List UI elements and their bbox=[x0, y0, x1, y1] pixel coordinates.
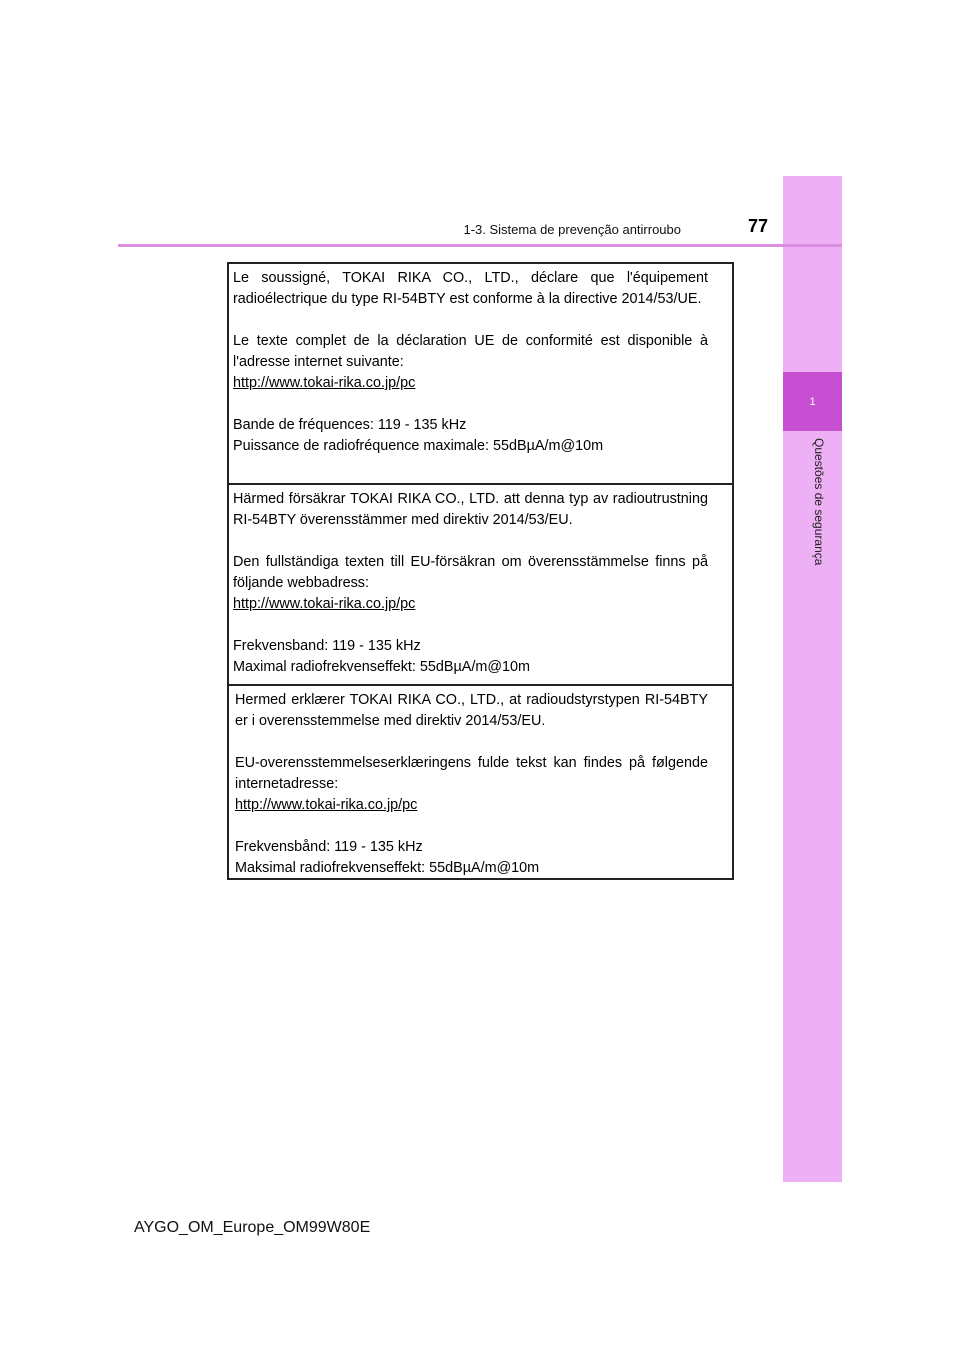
declaration-block-french bbox=[229, 264, 732, 483]
availability-text bbox=[235, 753, 708, 816]
footer-document-id: AYGO_OM_Europe_OM99W80E bbox=[134, 1219, 371, 1236]
availability-sentence: Le texte complet de la déclaration UE de conformité est disponible à l'adresse internet suivante: bbox=[233, 333, 708, 370]
declaration-link[interactable]: http://www.tokai-rika.co.jp/pc bbox=[235, 797, 418, 813]
specs-text bbox=[235, 837, 708, 879]
specs-text bbox=[233, 636, 708, 678]
declaration-link[interactable]: http://www.tokai-rika.co.jp/pc bbox=[233, 375, 416, 391]
declaration-box bbox=[227, 262, 734, 880]
availability-text bbox=[233, 331, 708, 394]
chapter-side-tab bbox=[783, 176, 842, 1182]
specs-text bbox=[233, 415, 708, 457]
availability-text bbox=[233, 552, 708, 615]
max-power: Maximal radiofrekvenseffekt: 55dBµA/m@10m bbox=[233, 659, 530, 675]
frequency-band: Frekvensband: 119 - 135 kHz bbox=[233, 638, 421, 654]
chapter-number-badge: 1 bbox=[783, 372, 842, 431]
chapter-title: Questões de segurança bbox=[812, 438, 826, 566]
declaration-text: Härmed försäkrar TOKAI RIKA CO., LTD. att denna typ av radioutrustning RI-54BTY överensstämmer med direktiv 2014/53/EU. bbox=[233, 491, 708, 528]
page-number: 77 bbox=[748, 216, 769, 236]
availability-sentence: Den fullständiga texten till EU-försäkran om överensstämmelse finns på följande webbadress: bbox=[233, 554, 708, 591]
max-power: Maksimal radiofrekvenseffekt: 55dBµA/m@10m bbox=[235, 860, 540, 876]
declaration-text: Le soussigné, TOKAI RIKA CO., LTD., déclare que l'équipement radioélectrique du type RI-54BTY est conforme à la directive 2014/53/UE. bbox=[233, 270, 708, 307]
section-title: 1-3. Sistema de prevenção antirroubo bbox=[463, 222, 681, 237]
frequency-band: Frekvensbånd: 119 - 135 kHz bbox=[235, 839, 423, 855]
declaration-text: Hermed erklærer TOKAI RIKA CO., LTD., at radioudstyrstypen RI-54BTY er i overensstemmelse med direktiv 2014/53/EU. bbox=[235, 692, 708, 729]
declaration-link[interactable]: http://www.tokai-rika.co.jp/pc bbox=[233, 596, 416, 612]
max-power: Puissance de radiofréquence maximale: 55dBµA/m@10m bbox=[233, 438, 604, 454]
declaration-block-swedish bbox=[229, 483, 732, 684]
frequency-band: Bande de fréquences: 119 - 135 kHz bbox=[233, 417, 467, 433]
header-divider bbox=[118, 244, 842, 247]
availability-sentence: EU-overensstemmelseserklæringens fulde tekst kan findes på følgende internetadresse: bbox=[235, 755, 708, 792]
declaration-block-danish bbox=[229, 684, 732, 878]
